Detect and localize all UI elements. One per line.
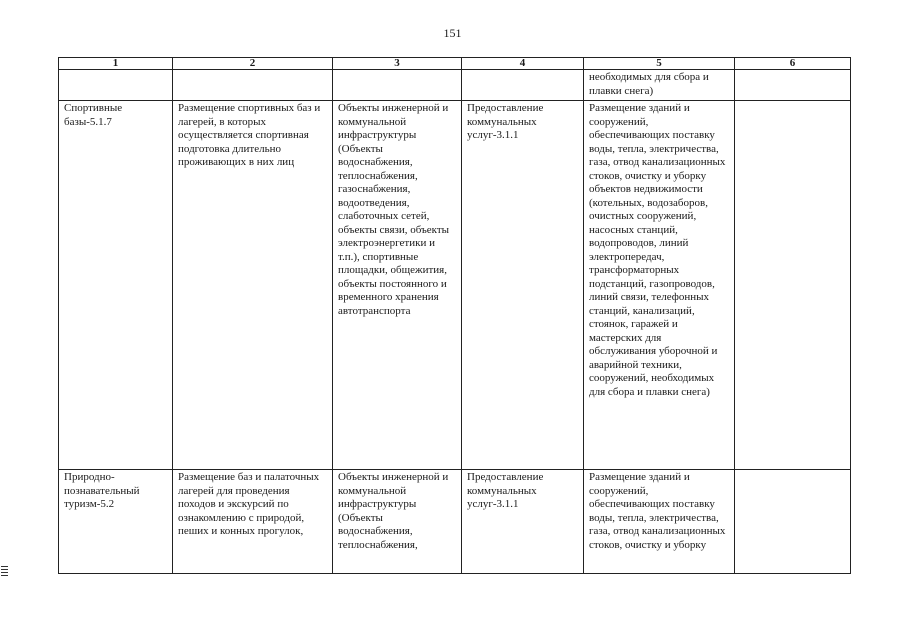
page-number: 151 <box>443 26 462 40</box>
table-row <box>59 470 851 574</box>
table-cell-empty <box>735 101 851 470</box>
table-cell <box>173 70 333 101</box>
table-cell <box>333 70 462 101</box>
land-use-table <box>58 57 851 574</box>
header-col-5: 5 <box>584 58 735 70</box>
table-cell-description: Размещение спортивных баз и лагерей, в которых осуществляется спортивная подготовка длительно проживающих в них лиц <box>173 101 333 470</box>
margin-mark-icon <box>1 566 8 576</box>
table-cell-continuation-text: необходимых для сбора и плавки снега) <box>584 70 735 101</box>
table-cell-auxiliary-description: Размещение зданий и сооружений, обеспечивающих поставку воды, тепла, электричества, газа, отвод канализационных стоков, очистку и уборку <box>584 470 735 574</box>
header-col-4: 4 <box>462 58 584 70</box>
table-cell-auxiliary-use: Предоставление коммунальных услуг-3.1.1 <box>462 470 584 574</box>
table-cell-use-type: Спортивные базы-5.1.7 <box>59 101 173 470</box>
header-col-1: 1 <box>59 58 173 70</box>
table-cell <box>59 70 173 101</box>
table-cell-description: Размещение баз и палаточных лагерей для проведения походов и экскурсий по ознакомлению с природой, пеших и конных прогулок, <box>173 470 333 574</box>
table-cell-empty <box>735 470 851 574</box>
table-header-row <box>59 58 851 70</box>
table-cell <box>462 70 584 101</box>
table-cell-auxiliary-use: Предоставление коммунальных услуг-3.1.1 <box>462 101 584 470</box>
table-cell-objects: Объекты инженерной и коммунальной инфраструктуры (Объекты водоснабжения, теплоснабжения, <box>333 470 462 574</box>
table-row-continuation <box>59 70 851 101</box>
table-cell <box>735 70 851 101</box>
table-cell-use-type: Природно-познавательный туризм-5.2 <box>59 470 173 574</box>
header-col-3: 3 <box>333 58 462 70</box>
header-col-6: 6 <box>735 58 851 70</box>
table-row <box>59 101 851 470</box>
table-cell-objects: Объекты инженерной и коммунальной инфраструктуры (Объекты водоснабжения, теплоснабжения, газоснабжения, водоотведения, слаботочных сетей, объекты связи, объекты электроэнергетики и т.п.), спортивные площадки, общежития, объекты постоянного и временного хранения автотранспорта <box>333 101 462 470</box>
table-cell-auxiliary-description: Размещение зданий и сооружений, обеспечивающих поставку воды, тепла, электричества, газа, отвод канализационных стоков, очистку и уборку объектов недвижимости (котельных, водозаборов, очистных сооружений, насосных станций, водопроводов, линий электропередач, трансформаторных подстанций, газопроводов, линий связи, телефонных станций, канализаций, стоянок, гаражей и мастерских для обслуживания уборочной и аварийной техники, сооружений, необходимых для сбора и плавки снега) <box>584 101 735 470</box>
header-col-2: 2 <box>173 58 333 70</box>
